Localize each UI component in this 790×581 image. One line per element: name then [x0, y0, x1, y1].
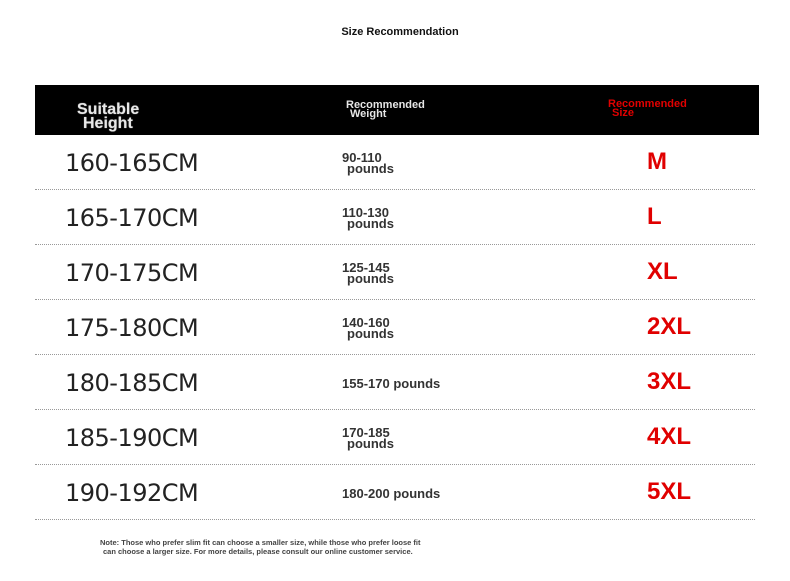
row-height: 160-165CM [65, 149, 199, 177]
row-height: 165-170CM [65, 204, 199, 232]
table-row [35, 465, 755, 520]
table-row [35, 245, 755, 300]
table-row [35, 300, 755, 355]
header-size [608, 99, 687, 119]
header-weight [346, 100, 425, 120]
row-size: 2XL [647, 313, 692, 340]
row-size: M [647, 148, 667, 175]
header-height-line1: Suitable [77, 101, 140, 118]
row-height: 180-185CM [65, 369, 199, 397]
row-weight-value: 110-130 [342, 205, 389, 220]
row-weight [342, 206, 394, 230]
page-title: Size Recommendation [341, 26, 459, 38]
table-row [35, 410, 755, 465]
row-weight-unit: pounds [347, 436, 394, 451]
row-weight-unit: pounds [347, 271, 394, 286]
row-weight-value: 170-185 [342, 425, 390, 440]
row-weight-unit: pounds [347, 216, 394, 231]
footnote [100, 538, 421, 557]
row-weight-value: 125-145 [342, 260, 390, 275]
table-row [35, 190, 755, 245]
row-height: 190-192CM [65, 479, 199, 507]
row-height: 185-190CM [65, 424, 199, 452]
row-weight-unit: pounds [347, 326, 394, 341]
size-table-body [35, 135, 755, 520]
footnote-line2: can choose a larger size. For more details, please consult our online customer service. [103, 547, 413, 557]
header-height [77, 102, 139, 132]
row-weight [342, 261, 394, 285]
table-header [35, 85, 759, 135]
row-size: 4XL [647, 423, 692, 450]
row-weight [342, 316, 394, 340]
row-size: XL [647, 258, 678, 285]
header-weight-line2: Weight [350, 108, 387, 120]
row-weight-unit: pounds [347, 161, 394, 176]
row-height: 175-180CM [65, 314, 199, 342]
header-weight-line1: Recommended [346, 99, 425, 111]
footnote-line1: Note: Those who prefer slim fit can choose a smaller size, while those who prefer loose fit [100, 538, 421, 547]
header-height-line2: Height [83, 115, 133, 132]
header-size-line1: Recommended [608, 98, 687, 110]
row-size: L [647, 203, 662, 230]
header-size-line2: Size [612, 107, 635, 119]
row-size: 5XL [647, 478, 692, 505]
row-weight-value: 90-110 [342, 150, 382, 165]
row-size: 3XL [647, 368, 692, 395]
row-height: 170-175CM [65, 259, 199, 287]
row-weight [342, 426, 394, 450]
row-weight [342, 151, 394, 175]
table-row [35, 135, 755, 190]
table-row [35, 355, 755, 410]
row-weight: 180-200 pounds [342, 486, 441, 501]
row-weight: 155-170 pounds [342, 376, 441, 391]
row-weight-value: 140-160 [342, 315, 390, 330]
